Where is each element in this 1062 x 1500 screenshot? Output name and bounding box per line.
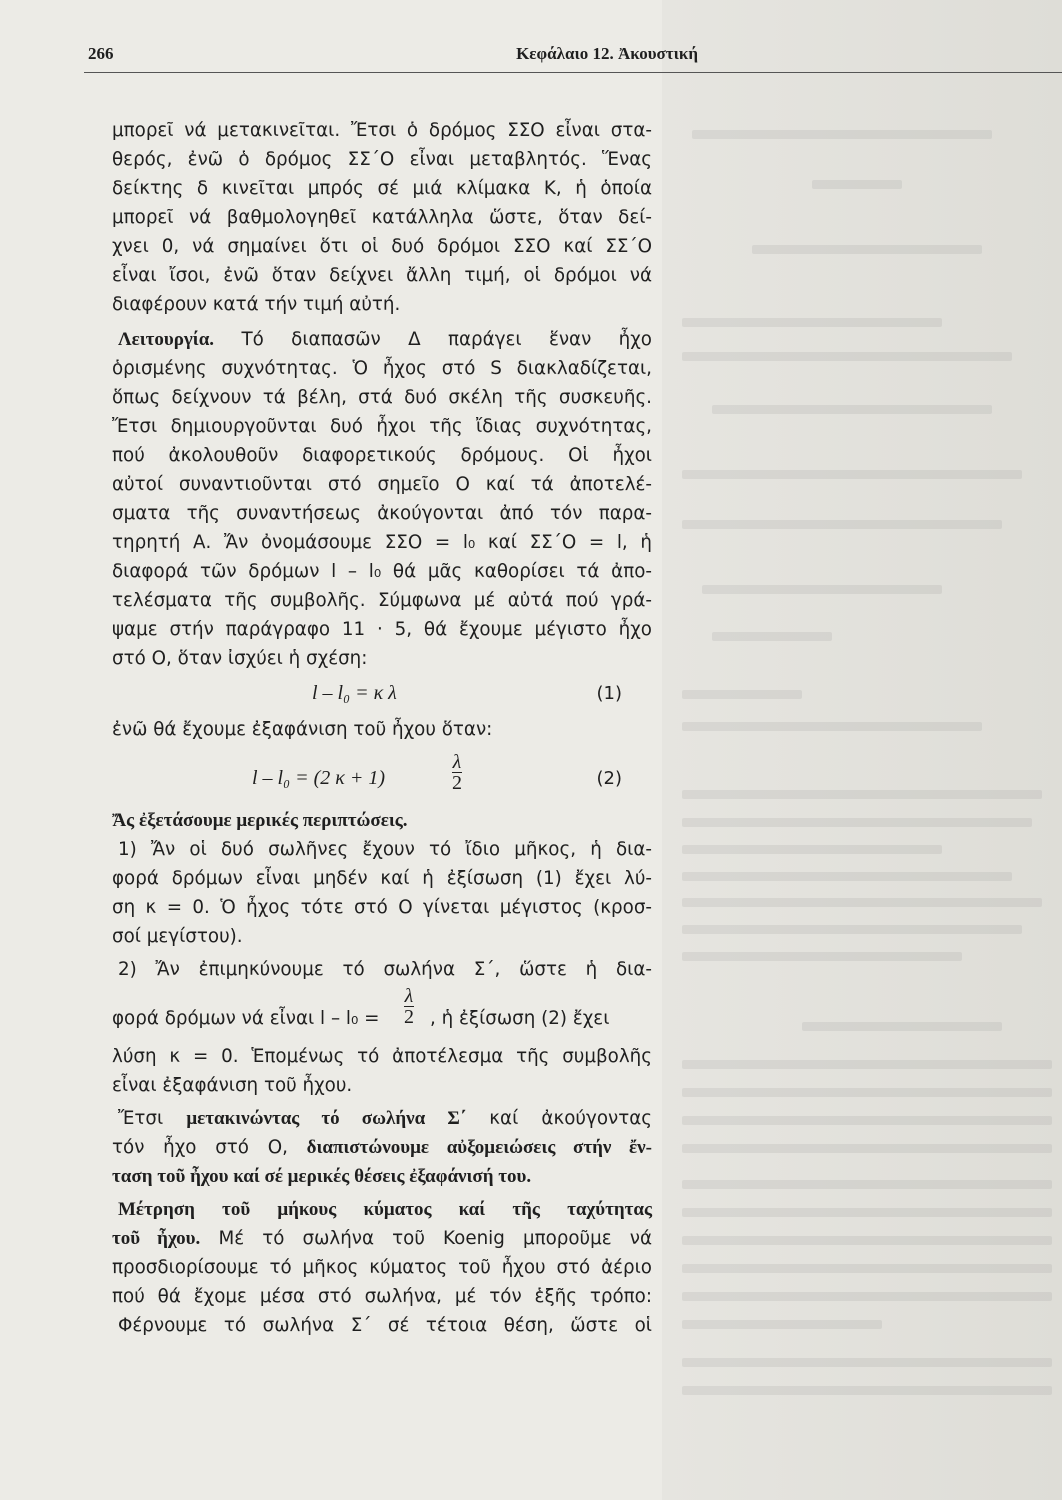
text-line: χνει 0, νά σημαίνει ὅτι οἱ δυό δρόμοι ΣΣΟ καί ΣΣ΄Ο [112,236,652,257]
section-heading: Λειτουργία. [118,329,215,350]
equation-fraction [452,752,462,793]
text-line: πού θά ἔχομε μέσα στό σωλήνα, μέ τόν ἑξῆς τρόπο: [112,1286,652,1307]
fraction-denominator: 2 [452,772,462,794]
bleed-text [682,690,802,699]
text-line: ἐνῶ θά ἔχουμε ἐξαφάνιση τοῦ ἦχου ὅταν: [112,719,493,740]
bleed-text [802,1022,1002,1031]
text-line: 1) Ἄν οἱ δυό σωλῆνες ἔχουν τό ἴδιο μῆκος, ἡ δια- [118,839,652,860]
text-line: εἶναι ἐξαφάνιση τοῦ ἦχου. [112,1075,353,1096]
bleed-text [682,818,1032,827]
bleed-text [682,318,942,327]
text-line: σοί μεγίστου). [112,926,243,947]
text-line: δείκτης δ κινεῖται μπρός σέ μιά κλίμακα Κ, ἡ ὁποία [112,178,652,199]
chapter-title: Κεφάλαιο 12. Ἀκουστική [516,44,698,63]
section-heading: Ἄς ἐξετάσουμε μερικές περιπτώσεις. [112,810,408,831]
bleed-text [682,1088,1052,1097]
bold-line: ταση τοῦ ἦχου καί σέ μερικές θέσεις ἐξαφάνισή του. [112,1166,532,1187]
bleed-text [682,1060,1052,1069]
equation-number: (1) [596,683,622,704]
text-span: καί ἀκούγοντας [489,1108,653,1129]
fraction [404,986,414,1027]
text-line: διαφέρουν κατά τήν τιμή αὐτή. [112,294,401,315]
bleed-text [682,352,1012,361]
bold-span: τοῦ ἦχου. [112,1228,201,1249]
text-line [112,1224,652,1253]
bleed-text [682,1320,882,1329]
text-line: στό Ο, ὅταν ἰσχύει ἡ σχέση: [112,648,368,669]
text-line: Ἔτσι δημιουργοῦνται δυό ἦχοι τῆς ἴδιας συχνότητας, [112,416,652,437]
bleed-text [682,790,1042,799]
paragraph-operation [112,325,652,354]
header-rule [84,72,1062,73]
bleed-text [682,520,1002,529]
bleed-text [682,1116,1052,1125]
section-heading: Μέτρηση τοῦ μήκους κύματος καί τῆς ταχύτητας [118,1199,652,1220]
bold-span: διαπιστώνουμε αὐξομειώσεις στήν ἔν- [306,1137,652,1158]
text-line: προσδιορίσουμε τό μῆκος κύματος τοῦ ἦχου στό ἀέριο [112,1257,652,1278]
page-header [88,44,698,72]
bleed-text [682,470,1022,479]
fraction-numerator: λ [452,751,462,773]
equation-expression: l – l₀ = κ λ [312,682,397,704]
bleed-text [682,1358,1052,1367]
text-line: μπορεῖ νά μετακινεῖται. Ἔτσι ὁ δρόμος ΣΣΟ εἶναι στα- [112,120,652,141]
bleed-text [712,405,992,414]
text-line: πού ἀκολουθοῦν διαφορετικούς δρόμους. Οἱ ἦχοι [112,445,652,466]
bleed-text [752,245,982,254]
text-line: αὐτοί συναντιοῦνται στό σημεῖο Ο καί τά ἀποτελέ- [112,474,652,495]
text-span: τόν ἦχο στό Ο, [112,1137,288,1158]
text-line: ὅπως δείχνουν τά βέλη, στά δυό σκέλη τῆς συσκευῆς. [112,387,652,408]
bleed-text [682,1236,1052,1245]
text-span: φορά δρόμων νά εἶναι l – l₀ = [112,1008,380,1029]
text-line: Φέρνουμε τό σωλήνα Σ΄ σέ τέτοια θέση, ὥστε οἱ [118,1315,652,1336]
text-line: 2) Ἄν ἐπιμηκύνουμε τό σωλήνα Σ΄, ὥστε ἡ δια- [118,959,652,980]
bleed-text [692,130,992,139]
text-line: σματα τῆς συναντήσεως ἀκούγονται ἀπό τόν παρα- [112,503,652,524]
text-line: εἶναι ἴσοι, ἐνῶ ὅταν δείχνει ἄλλη τιμή, οἱ δρόμοι νά [112,265,652,286]
text-line: ψαμε στήν παράγραφο 11 · 5, θά ἔχουμε μέγιστο ἦχο [112,619,652,640]
equation-number: (2) [596,768,622,789]
bleed-text [682,952,962,961]
text-line: φορά δρόμων εἶναι μηδέν καί ἡ ἐξίσωση (1) ἔχει λύ- [112,868,652,889]
text-line: τελέσματα τῆς συμβολῆς. Σύμφωνα μέ αὐτά πού γρά- [112,590,652,611]
equation-2 [112,744,652,804]
text-span: Ἔτσι [118,1108,164,1129]
bleed-text [682,845,942,854]
text-line: τηρητή Α. Ἄν ὀνομάσουμε ΣΣΟ = l₀ καί ΣΣ΄Ο = l, ἡ [112,532,652,553]
text-span: Μέ τό σωλήνα τοῦ Koenig μποροῦμε νά [218,1228,653,1249]
text-span: Τό διαπασῶν Δ παράγει ἕναν ἦχο [241,329,652,350]
bleed-text [712,632,832,641]
equation-1 [112,673,652,715]
bleed-text [682,1208,1052,1217]
text-line: διαφορά τῶν δρόμων l – l₀ θά μᾶς καθορίσει τά ἀπο- [112,561,652,582]
page-number: 266 [88,44,114,63]
text-line: μπορεῖ νά βαθμολογηθεῖ κατάλληλα ὥστε, ὅταν δεί- [112,207,652,228]
text-line [112,1104,652,1133]
body-text [112,116,652,1340]
bold-span: μετακινώντας τό σωλήνα Σ΄ [186,1108,467,1129]
bleed-text [682,1292,1052,1301]
bleed-text [682,722,982,731]
bleed-text [682,872,1012,881]
fraction-denominator: 2 [404,1006,414,1028]
text-line-with-fraction [112,984,652,1042]
equation-expression: l – l₀ = (2 κ + 1) [252,767,385,789]
text-line: θερός, ἐνῶ ὁ δρόμος ΣΣ΄Ο εἶναι μεταβλητός. Ἕνας [112,149,652,170]
bleed-text [682,925,1022,934]
bleed-text [682,1144,1052,1153]
text-line [112,1133,652,1162]
text-line: ση κ = 0. Ὁ ἦχος τότε στό Ο γίνεται μέγιστος (κροσ- [112,897,652,918]
text-span: , ἡ ἐξίσωση (2) ἔχει [430,1008,610,1029]
bleed-text [682,898,1042,907]
fraction-numerator: λ [404,985,414,1007]
facing-page-bleed [662,0,1062,1500]
text-line: λύση κ = 0. Ἑπομένως τό ἀποτέλεσμα τῆς συμβολῆς [112,1046,652,1067]
bleed-text [682,1264,1052,1273]
text-line: ὁρισμένης συχνότητας. Ὁ ἦχος στό S διακλαδίζεται, [112,358,652,379]
bleed-text [702,585,942,594]
bleed-text [682,1386,1052,1395]
bleed-text [682,1180,1052,1189]
bleed-text [812,180,902,189]
